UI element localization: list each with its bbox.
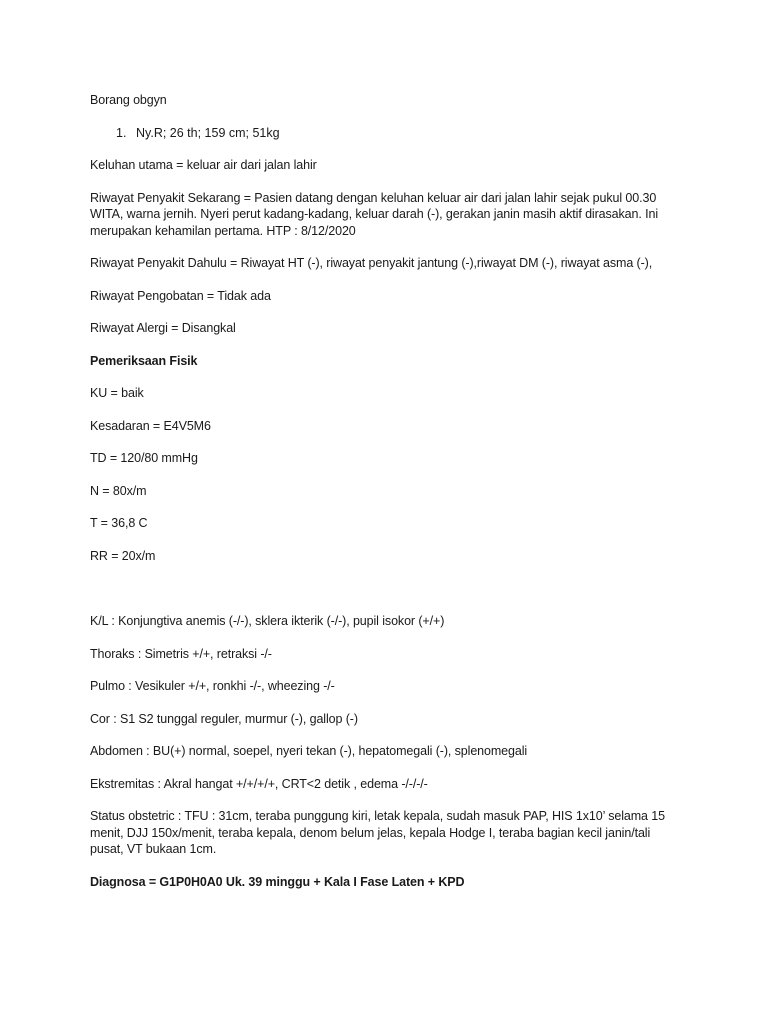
exam-status-obstetric: Status obstetric : TFU : 31cm, teraba punggung kiri, letak kepala, sudah masuk PAP, HIS 1x10’ selama 15 menit, DJJ 150x/menit, teraba kepala, denom belum jelas, kepala Hodge I, teraba bagian kecil janin/tali pusat, VT bukaan 1cm. [90, 809, 665, 856]
vital-kesadaran: Kesadaran = E4V5M6 [90, 418, 211, 433]
list-number: 1. [116, 125, 127, 140]
exam-abdomen: Abdomen : BU(+) normal, soepel, nyeri tekan (-), hepatomegali (-), splenomegali [90, 744, 528, 758]
patient-list-item [90, 125, 680, 142]
exam-cor: Cor : S1 S2 tunggal reguler, murmur (-), gallop (-) [90, 711, 358, 726]
riwayat-penyakit-dahulu: Riwayat Penyakit Dahulu = Riwayat HT (-), riwayat penyakit jantung (-),riwayat DM (-), riwayat asma (-), [90, 256, 653, 270]
riwayat-pengobatan: Riwayat Pengobatan = Tidak ada [90, 288, 271, 303]
riwayat-alergi: Riwayat Alergi = Disangkal [90, 321, 236, 335]
exam-thoraks: Thoraks : Simetris +/+, retraksi -/- [90, 646, 272, 661]
pemeriksaan-fisik-heading: Pemeriksaan Fisik [90, 353, 198, 368]
document-title: Borang obgyn [90, 93, 167, 107]
riwayat-penyakit-sekarang: Riwayat Penyakit Sekarang = Pasien datang dengan keluhan keluar air dari jalan lahir sejak pukul 00.30 WITA, warna jernih. Nyeri perut kadang-kadang, keluar darah (-), gerakan janin masih aktif dirasakan. Ini merupakan kehamilan pertama. HTP : 8/12/2020 [90, 190, 659, 238]
diagnosa: Diagnosa = G1P0H0A0 Uk. 39 minggu + Kala I Fase Laten + KPD [90, 874, 465, 889]
vital-n: N = 80x/m [90, 483, 147, 498]
vital-t: T = 36,8 C [90, 516, 148, 530]
exam-kepala-leher: K/L : Konjungtiva anemis (-/-), sklera ikterik (-/-), pupil isokor (+/+) [90, 614, 445, 628]
vital-rr: RR = 20x/m [90, 548, 156, 563]
exam-ekstremitas: Ekstremitas : Akral hangat +/+/+/+, CRT<2 detik , edema -/-/-/- [90, 776, 428, 791]
document-body [90, 92, 680, 906]
vital-ku: KU = baik [90, 386, 144, 400]
exam-pulmo: Pulmo : Vesikuler +/+, ronkhi -/-, wheezing -/- [90, 679, 335, 693]
keluhan-utama: Keluhan utama = keluar air dari jalan lahir [90, 158, 317, 172]
vital-td: TD = 120/80 mmHg [90, 451, 198, 465]
patient-identity: Ny.R; 26 th; 159 cm; 51kg [136, 125, 280, 140]
section-spacer [90, 580, 680, 613]
